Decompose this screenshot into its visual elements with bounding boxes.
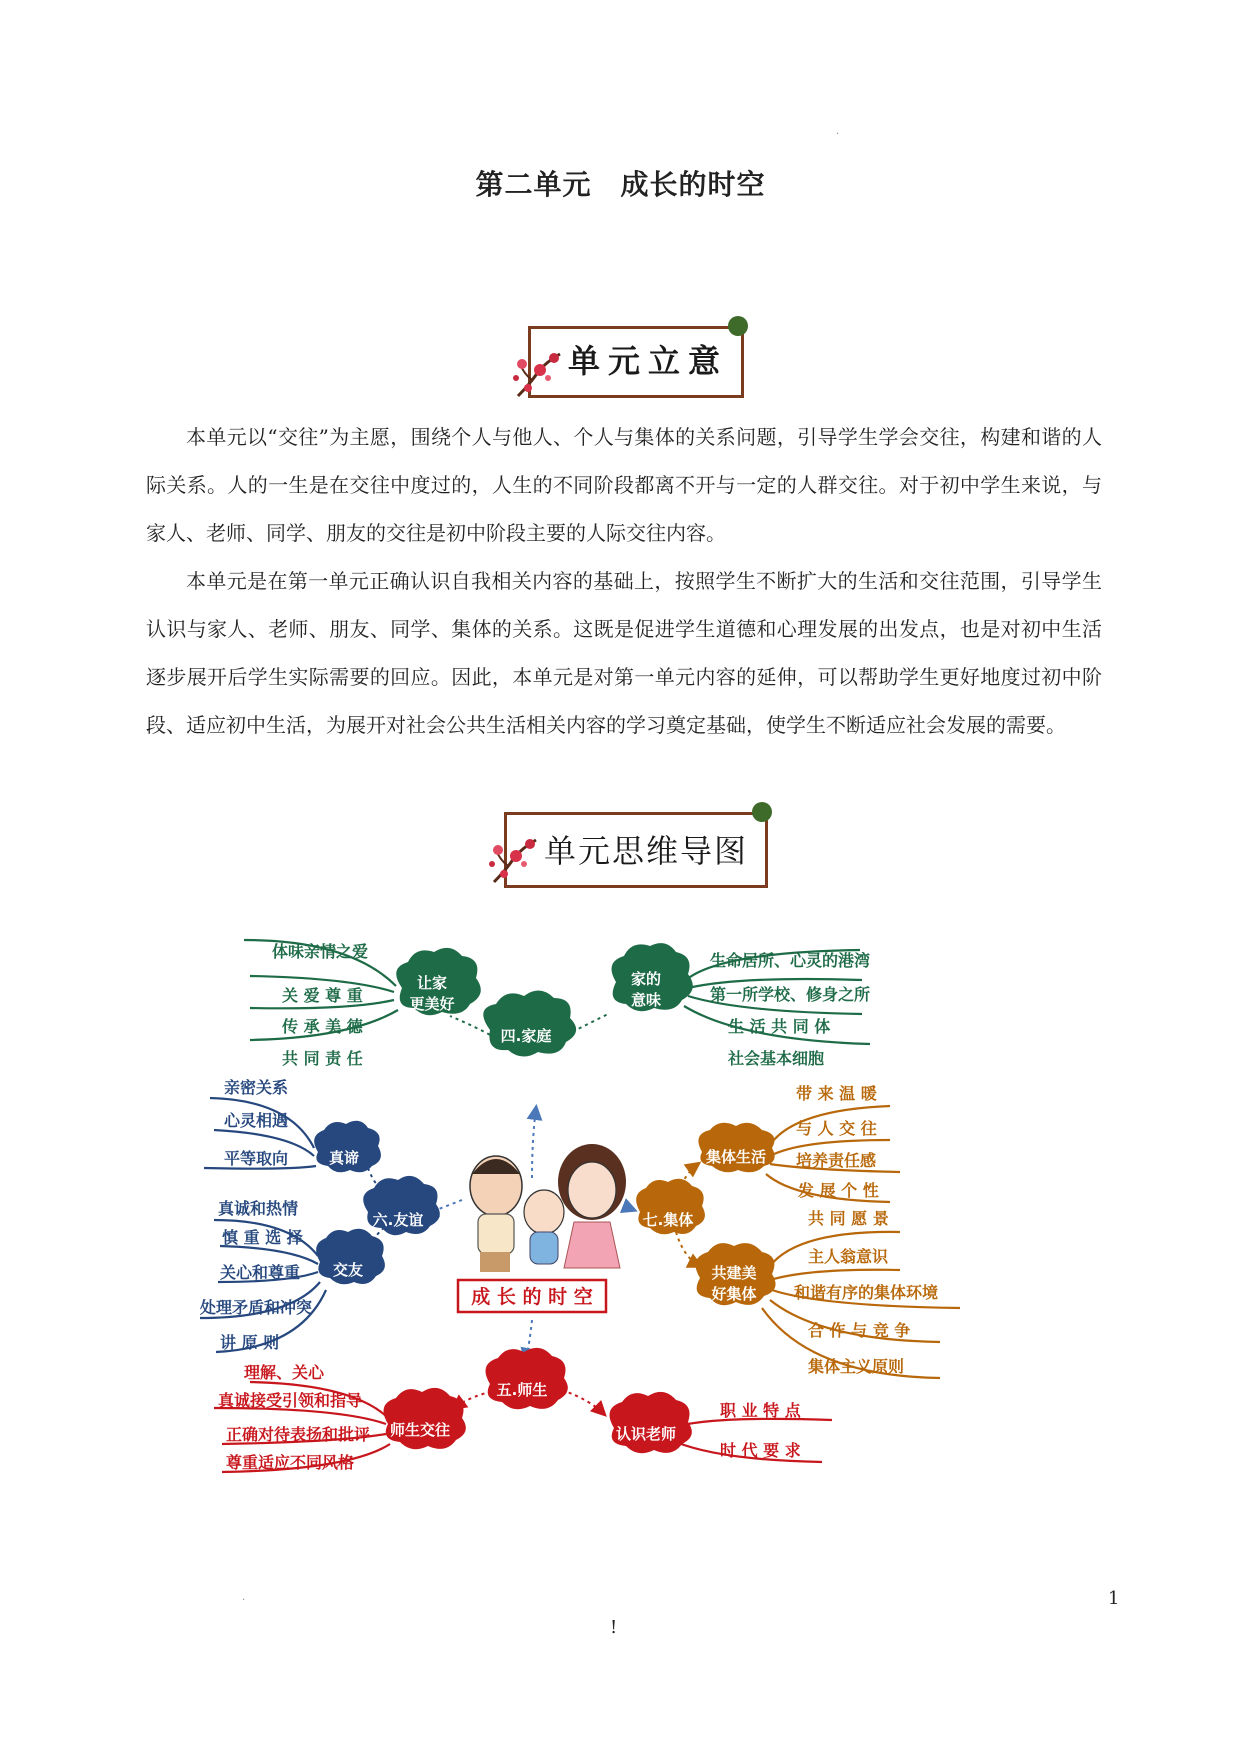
section-banner-mindmap (486, 808, 776, 892)
make-better-line2: 更美好 (409, 995, 455, 1013)
make-better-item: 关 爱 尊 重 (282, 986, 363, 1005)
cloud-node-teacher (486, 1348, 568, 1409)
collective-life-item: 发 展 个 性 (798, 1181, 879, 1200)
make-better-item: 体味亲情之爱 (272, 942, 369, 961)
intent-paragraph-1: 本单元以“交往”为主愿，围绕个人与他人、个人与集体的关系问题，引导学生学会交往，构建和谐的人际关系。人的一生是在交往中度过的，人生的不同阶段都离不开与一定的人群交往。对于初中学生来说，与家人、老师、同学、朋友的交往是初中阶段主要的人际交往内容。 (146, 425, 1102, 545)
collective-life-item: 带 来 温 暖 (796, 1084, 877, 1103)
connector-collective (624, 1206, 634, 1210)
banner-dot (728, 316, 748, 336)
intent-paragraph-2: 本单元是在第一单元正确认识自我相关内容的基础上，按照学生不断扩大的生活和交往范围，引导学生认识与家人、老师、朋友、同学、集体的关系。这既是促进学生道德和心理发展的出发点，也是对初中生活逐步展开后学生实际需要的回应。因此，本单元是对第一单元内容的延伸，可以帮助学生更好地度过初中阶段、适应初中生活，为展开对社会公共生活相关内容的学习奠定基础，使学生不断适应社会发展的需要。 (146, 569, 1102, 737)
interaction-item: 正确对待表扬和批评 (226, 1425, 371, 1444)
branch-teacher (214, 1348, 832, 1472)
collective-label: 七.集体 (642, 1211, 694, 1229)
banner-dot (752, 802, 772, 822)
know-teacher-item: 时 代 要 求 (720, 1441, 801, 1460)
make-friends-label: 交友 (332, 1261, 364, 1279)
collective-life-item: 与 人 交 往 (796, 1119, 877, 1138)
mind-map (200, 930, 1080, 1500)
meaning-item: 生命居所、心灵的港湾 (710, 951, 871, 970)
make-better-item: 共 同 责 任 (282, 1049, 363, 1068)
interaction-item: 尊重适应不同风格 (226, 1453, 355, 1472)
branch-friendship (200, 1078, 440, 1352)
decorative-dot: . (242, 1592, 246, 1603)
know-teacher-label: 认识老师 (615, 1425, 677, 1443)
make-friends-item: 关心和尊重 (220, 1263, 301, 1282)
know-teacher-item: 职 业 特 点 (720, 1401, 801, 1420)
section-banner-intent (510, 322, 750, 402)
build-line1: 共建美 (711, 1264, 757, 1282)
center-node (458, 1280, 606, 1312)
meaning-line2: 意味 (630, 991, 662, 1009)
branch-collective (636, 1084, 960, 1378)
banner-heading: 单元思维导图 (544, 832, 749, 870)
friendship-label: 六.友谊 (372, 1211, 424, 1229)
meaning-item: 第一所学校、修身之所 (710, 985, 871, 1004)
build-line2: 好集体 (711, 1285, 757, 1303)
build-item: 和谐有序的集体环境 (794, 1283, 939, 1302)
make-friends-item: 真诚和热情 (218, 1199, 299, 1218)
make-friends-item: 讲 原 则 (220, 1333, 280, 1352)
build-item: 主人翁意识 (808, 1247, 889, 1266)
make-friends-item: 慎 重 选 择 (222, 1228, 303, 1247)
make-friends-item: 处理矛盾和冲突 (200, 1298, 313, 1317)
teacher-label: 五.师生 (496, 1381, 548, 1399)
footer-mark: ! (610, 1617, 618, 1638)
cloud-node-family (483, 990, 576, 1056)
build-item: 共 同 愿 景 (808, 1209, 889, 1228)
collective-life-item: 培养责任感 (796, 1151, 877, 1170)
decorative-dot: . (836, 126, 840, 137)
plum-blossom-icon (486, 830, 546, 890)
page-title: 第二单元 成长的时空 (475, 168, 766, 201)
make-better-item: 传 承 美 德 (282, 1017, 363, 1036)
collective-life-label: 集体生活 (705, 1148, 767, 1166)
cloud-node-teacher-interaction (384, 1388, 466, 1449)
truth-item: 亲密关系 (224, 1078, 289, 1097)
truth-label: 真谛 (328, 1149, 360, 1167)
family-label: 四.家庭 (500, 1027, 552, 1045)
interaction-label: 师生交往 (389, 1421, 451, 1439)
banner-heading: 单元立意 (568, 342, 729, 380)
interaction-item: 真诚接受引领和指导 (218, 1391, 363, 1410)
center-node-label: 成 长 的 时 空 (471, 1286, 593, 1308)
meaning-item: 生 活 共 同 体 (728, 1017, 831, 1036)
make-better-line1: 让家 (416, 974, 448, 992)
family-illustration (470, 1144, 626, 1272)
branch-family (244, 940, 870, 1068)
truth-item: 平等取向 (224, 1149, 289, 1168)
page-number: 1 (1108, 1588, 1120, 1609)
plum-blossom-icon (510, 344, 570, 404)
interaction-item: 理解、关心 (244, 1363, 325, 1382)
meaning-item: 社会基本细胞 (728, 1049, 825, 1068)
meaning-line1: 家的 (630, 970, 662, 988)
connector-family (532, 1108, 536, 1178)
truth-item: 心灵相遇 (224, 1111, 289, 1130)
build-item: 集体主义原则 (808, 1357, 905, 1376)
build-item: 合 作 与 竞 争 (808, 1321, 911, 1340)
